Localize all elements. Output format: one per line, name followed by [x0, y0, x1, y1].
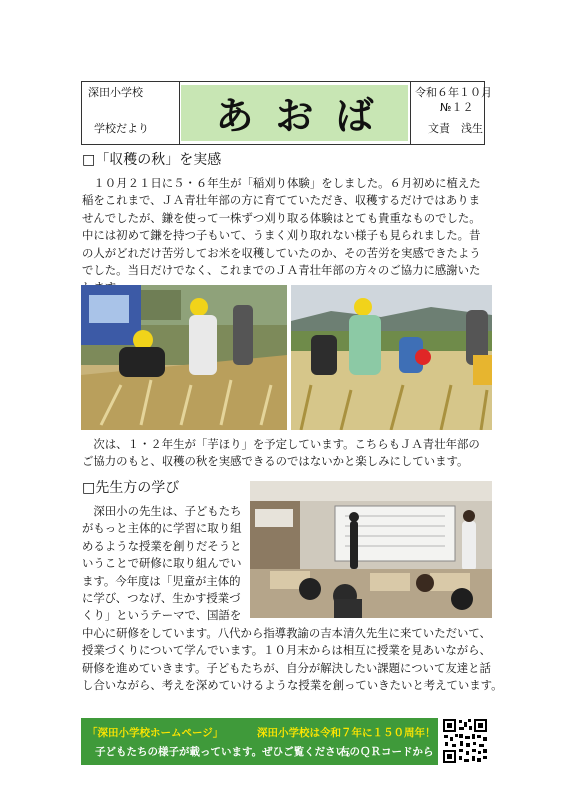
text-line: に学び、つなげ、生かす授業づ: [82, 591, 241, 606]
followup-paragraph: 次は、１・２年生が「芋ほり」を予定しています。こちらもＪＡ青壮年部のご協力のもと、収穫の秋を実感できるのではないかと楽しみにしています。: [82, 437, 480, 469]
author: 文責 浅生: [428, 122, 483, 135]
text-line: ます。今年度は「児童が主体的: [82, 573, 241, 588]
homepage-label: 「深田小学校ホームページ」: [87, 727, 224, 739]
text-line: し合いながら、考えを深めていけるような授業を創っていきたいと考えています。: [82, 678, 503, 693]
header-school-cell: [82, 82, 180, 144]
teachers-paragraph-wide: [82, 625, 503, 695]
section-heading-teachers: □先生方の学び: [82, 480, 180, 496]
teachers-paragraph-narrow: [82, 503, 257, 625]
newsletter-header: [81, 81, 492, 145]
classroom-photo: [250, 481, 492, 618]
classroom-image: [250, 481, 492, 618]
text-line: 中心に研修をしています。八代から指導教諭の吉本清久先生に来ていただいて、: [82, 626, 491, 640]
section-heading-harvest: □「収穫の秋」を実感: [82, 152, 222, 168]
newsletter-title: あおば: [215, 94, 396, 138]
harvest-paragraph: １０月２１日に５・６年生が「稲刈り体験」をしました。６月初めに植えた稲をこれまで、ＪＡ青壮年部の方に育てていただき、収穫するだけではありませんでしたが、鎌を使って一株ずつ刈り取る体験はとても貴重なものでした。中には初めて鎌を持つ子もいて、うまく刈り取れない様子も見られました。昔の人がどれだけ苦労してお米を収穫していたのか、その苦労を実感できたようでした。当日だけでなく、これまでのＪＡ青壮年部の方々のご協力に感謝いた: [82, 176, 481, 278]
school-name: 深田小学校: [88, 86, 143, 99]
text-line: くり」というテーマで、国語を: [82, 608, 242, 623]
rice-harvest-image-2: [291, 285, 492, 430]
text-line: めるような授業を創りだそうと: [82, 538, 242, 553]
footer-message: 子どもたちの様子が載っています。ぜひご覧ください。: [95, 746, 357, 758]
issue-number: №１２: [440, 101, 474, 114]
rice-harvest-photo-1: [81, 285, 287, 430]
rice-harvest-photo-2: [291, 285, 492, 430]
rice-harvest-image-1: [81, 285, 287, 430]
header-title-cell: [179, 82, 411, 144]
text-line: 深田小の先生は、子どもたち: [82, 504, 242, 518]
text-line: いうことで研修に取り組んでい: [82, 556, 242, 571]
issue-date: 令和６年１０月: [415, 86, 492, 99]
text-line: 授業づくりについて学んでいます。１０月末からは相互に授業を見あいながら、: [82, 643, 491, 658]
qr-code-icon: [442, 718, 488, 764]
footer-banner: [81, 718, 438, 765]
qr-note: 右のＱＲコードから: [339, 746, 434, 758]
text-line: がもっと主体的に学習に取り組: [82, 521, 242, 536]
header-info-cell: [410, 82, 492, 144]
title-background: [181, 85, 408, 141]
anniversary-label: 深田小学校は令和７年に１５０周年！: [257, 727, 436, 739]
text-line: 研修を進めていきます。子どもたちが、自分が解決したい課題について友達と話: [82, 660, 491, 675]
newsletter-type: 学校だより: [94, 122, 149, 135]
qr-code[interactable]: [442, 718, 488, 764]
